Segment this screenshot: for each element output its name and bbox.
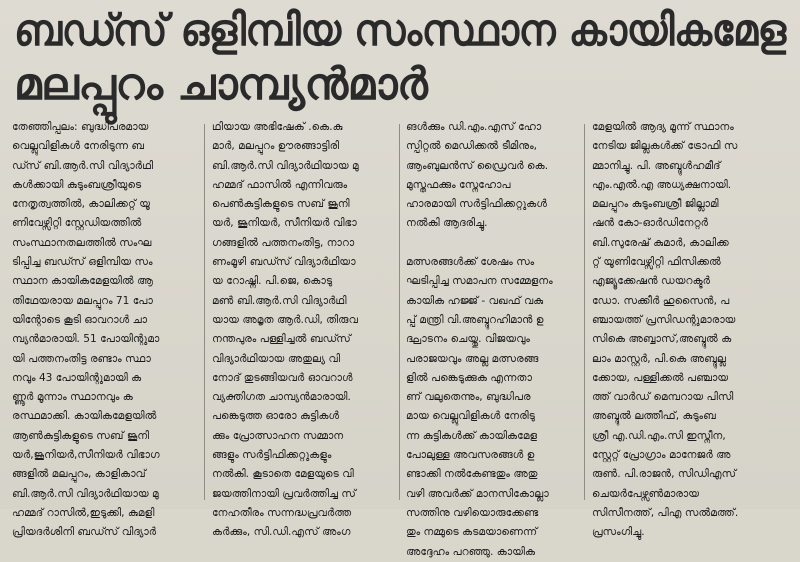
article-body [8,118,794,558]
article-column-3 [406,118,574,558]
column-1-text: തേഞ്ഞിപ്പലം: ബുദ്ധിപരമായ വെല്ലുവിളികൾ നേരിടുന്ന ബ ഡ്സ് ബി.ആർ.സി വിദ്യാർഥി കൾക്കായി കുടുംബശ്രീയുടെ നേതൃത്വത്തിൽ, കാലിക്കറ്റ് യൂ ണിവേഴ്സിറ്റി സ്റ്റേഡിയത്തിൽ സംസ്ഥാനതലത്തിൽ സംഘ ടിപ്പിച്ച ബഡ്സ് ഒളിമ്പിയ സം സ്ഥാന കായികമേളയിൽ ആ തിഥേയരായ മലപ്പുറം 71 പോ യിന്റോടെ കൂടി ഓവറാൾ ചാ മ്പ്യൻമാരായി. 51 പോയിന്റുമാ യി പത്തനംതിട്ട രണ്ടാം സ്ഥാ നവും 43 പോയിന്റുമായി ക ണ്ണൂർ മൂന്നാം സ്ഥാനവും ക രസ്ഥമാക്കി. കായികമേളയിൽ ആൺകുട്ടികളുടെ സബ് ജൂനി യർ,ജൂനിയർ,സീനിയർ വിഭാഗ ങ്ങളിൽ മലപ്പുറം, കാളികാവ് ബി.ആർ.സി വിദ്യാർഥിയായ മു ഹമ്മദ് റാസിൽ,ഇടുക്കി, കുമളി പ്രിയദർശിനി ബഡ്സ് വിദ്യാർ [12,121,160,539]
article-column-1 [12,118,196,539]
column-3-text: ങൾക്കും ഡി.എം.എസ് ഹോ സ്പിറ്റൽ മെഡിക്കൽ ടീമിനും, ആംബുലൻസ് ഡ്രൈവർ കെ. മുസ്തഫക്കും സ്നേഹോപ ഹാരമായി സർട്ടിഫിക്കറ്റുകൾ നൽകി ആദരിച്ചു. മത്സരങ്ങൾക്ക് ശേഷം സം ഘടിപ്പിച്ച സമാപന സമ്മേളനം കായിക ഹജ്ജ് - വഖഫ് വകു പ്പ് മന്ത്രി വി.അബ്ദുറഹിമാൻ ഉ ദ്ഘാടനം ചെയ്തു. വിജയവും പരാജയവും അല്ല മത്സരങ്ങ ളിൽ പങ്കെടുക്കുക എന്നതാ ണ് വലുതെന്നും, ബുദ്ധിപര മായ വെല്ലുവിളികൾ നേരിടു ന്ന കുട്ടികൾക്ക് കായികമേള പോലുള്ള അവസരങ്ങൾ ഉ ണ്ടാക്കി നൽകേണ്ടതും അതു വഴി അവർക്ക് മാനസികോല്ലാ സത്തിനു വഴിയൊരുക്കേണ്ട തും നമ്മുടെ കടമയാണെന്ന് അദ്ദേഹം പറഞ്ഞു. കായിക [406,121,553,558]
article-column-2 [212,118,392,539]
headline-line-1: ബഡ്സ് ഒളിമ്പിയ സംസ്ഥാന കായികമേള [14,5,786,56]
column-divider [204,124,205,500]
column-divider [584,124,585,500]
article-column-4 [592,118,790,539]
column-4-text: മേളയിൽ ആദ്യ മൂന്ന് സ്ഥാനം നേടിയ ജില്ലകൾക്ക് ട്രോഫി സ മ്മാനിച്ചു. പി. അബ്ദുൾഹമീദ് എം.എൽ.എ അധ്യക്ഷനായി. മലപ്പുറം കുടുംബശ്രീ ജില്ലാമി ഷൻ കോ-ഓർഡിനേറ്റർ ബി.സുരേഷ് കുമാർ, കാലിക്ക റ്റ് യൂണിവേഴ്സിറ്റി ഫിസിക്കൽ എജ്യൂക്കേഷൻ ഡയറക്ടർ ഡോ. സക്കീർ ഹുസൈൻ, പ ഞ്ചായത്ത് പ്രസിഡന്റുമാരായ സികെ അബ്ബാസ്,അബ്ദുൽ ക ലാം മാസ്റ്റർ, പി.കെ അബ്ദുല്ല ക്കോയ, പള്ളിക്കൽ പഞ്ചായ ത്ത് വാർഡ് മെമ്പറായ പിസി അബ്ദുൽ ലത്തീഫ്, കുടുംബ ശ്രീ എ.ഡി.എം.സി ഇസ്നീന, സ്റ്റേറ്റ് പ്രോഗ്രാം മാനേജർ അ രുൺ. പി.രാജൻ, സിഡിഎസ് ചെയർപേഴ്സൺമാരായ സിസീനത്ത്, പിഎ സൽമത്ത്. പ്രസംഗിച്ചു. [592,121,739,539]
headline-line-2: മലപ്പുറം ചാമ്പ്യൻമാർ [14,59,428,110]
column-divider [399,124,400,500]
column-2-text: ഥിയായ അഭിഷേക് .കെ.കു മാർ, മലപ്പുറം ഊരങ്ങാട്ടിരി ബി.ആർ.സി വിദ്യാർഥിയായ മു ഹമ്മദ് ഫാസിൽ എന്നിവരും പെൺകുട്ടികളുടെ സബ് ജൂനി യർ, ജൂനിയർ, സീനിയർ വിഭാ ഗങ്ങളിൽ പത്തനംതിട്ട, നാറാ ണംമൂഴി ബഡ്സ് വിദ്യാർഥിയാ യ റോഷ്നി. പി.ജെ, കൊടു മൺ ബി.ആർ.സി വിദ്യാർഥി യായ അമൃത ആർ.ഡി, തിരുവ നന്തപുരം പള്ളിച്ചൽ ബഡ്സ് വിദ്യാർഥിയായ അതുല്യ വി നോദ് തുടങ്ങിയവർ ഓവറാൾ വ്യക്തിഗത ചാമ്പ്യൻമാരായി. പങ്കെടുത്ത ഓരോ കുട്ടികൾ ക്കും പ്രോത്സാഹന സമ്മാന ങ്ങളും സർട്ടിഫിക്കറ്റുകളും നൽകി. കൂടാതെ മേളയുടെ വി ജയത്തിനായി പ്രവർത്തിച്ച സ് നേഹതീരം സന്നദ്ധപ്രവർത്ത കർക്കും, സി.ഡി.എസ് അംഗ [212,121,359,539]
